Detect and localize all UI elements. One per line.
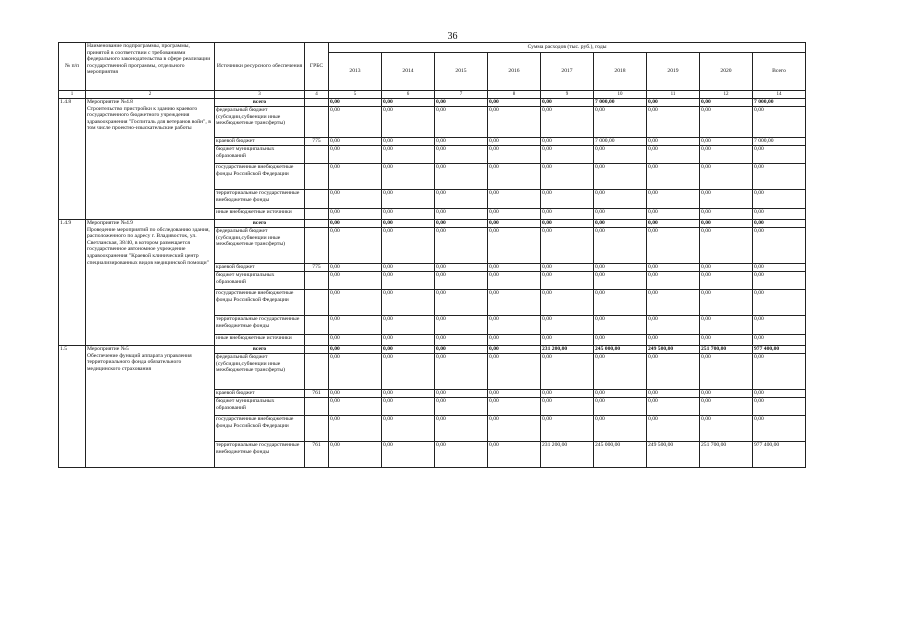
amount-cell: 0,00 [382, 228, 435, 264]
amount-cell: 0,00 [594, 228, 647, 264]
amount-cell: 0,00 [541, 220, 594, 228]
amount-cell: 0,00 [435, 264, 488, 272]
amount-cell: 0,00 [541, 354, 594, 390]
amount-cell: 0,00 [382, 272, 435, 290]
amount-cell: 0,00 [329, 228, 382, 264]
amount-cell: 0,00 [700, 99, 753, 107]
amount-cell: 0,00 [382, 190, 435, 209]
amount-cell: 0,00 [329, 290, 382, 316]
amount-cell: 0,00 [753, 146, 806, 164]
amount-cell: 0,00 [594, 416, 647, 442]
header-source: Источники ресурсного обеспечения [215, 43, 305, 91]
header-year-6: 2019 [647, 53, 700, 91]
amount-cell: 0,00 [753, 390, 806, 398]
amount-cell: 251 700,00 [700, 346, 753, 354]
amount-cell: 0,00 [594, 264, 647, 272]
funding-source: федеральный бюджет (субсидии,субвенции иные межбюджетные трансферты) [215, 354, 305, 390]
amount-cell: 0,00 [329, 138, 382, 146]
funding-source: территориальные государственные внебюджетные фонды [215, 442, 305, 468]
funding-source: иные внебюджетные источники [215, 209, 305, 220]
header-grbs: ГРБС [305, 43, 329, 91]
amount-cell: 0,00 [647, 398, 700, 416]
grbs-code [305, 416, 329, 442]
funding-source: территориальные государственные внебюджетные фонды [215, 316, 305, 335]
amount-cell: 0,00 [700, 290, 753, 316]
amount-cell: 977 400,00 [753, 442, 806, 468]
amount-cell: 0,00 [488, 335, 541, 346]
amount-cell: 0,00 [488, 190, 541, 209]
amount-cell: 0,00 [329, 346, 382, 354]
amount-cell: 0,00 [488, 442, 541, 468]
amount-cell: 0,00 [541, 316, 594, 335]
amount-cell: 0,00 [488, 146, 541, 164]
amount-cell: 251 700,00 [700, 442, 753, 468]
amount-cell: 0,00 [382, 164, 435, 190]
amount-cell: 0,00 [435, 335, 488, 346]
amount-cell: 0,00 [647, 335, 700, 346]
amount-cell: 0,00 [435, 354, 488, 390]
item-number: 1.4.8 [59, 99, 86, 220]
header-year-2: 2015 [435, 53, 488, 91]
amount-cell: 249 500,00 [647, 442, 700, 468]
header-colnum-11: 12 [700, 91, 753, 99]
amount-cell: 7 000,00 [594, 99, 647, 107]
header-year-7: 2020 [700, 53, 753, 91]
header-colnum-12: 14 [753, 91, 806, 99]
amount-cell: 0,00 [647, 264, 700, 272]
amount-cell: 0,00 [329, 390, 382, 398]
funding-source: территориальные государственные внебюджетные фонды [215, 190, 305, 209]
amount-cell: 0,00 [647, 107, 700, 138]
amount-cell: 7 000,00 [594, 138, 647, 146]
item-name-cell [86, 346, 215, 468]
grbs-code: 761 [305, 390, 329, 398]
amount-cell: 0,00 [647, 99, 700, 107]
amount-cell: 0,00 [382, 316, 435, 335]
amount-cell: 0,00 [753, 316, 806, 335]
header-column-numbers-row [59, 91, 806, 99]
item-description: Обеспечение функций аппарата управления территориального фонда обязательного медицинского страхования [87, 352, 192, 372]
amount-cell: 0,00 [541, 390, 594, 398]
funding-source: федеральный бюджет (субсидии,субвенции иные межбюджетные трансферты) [215, 228, 305, 264]
grbs-code [305, 164, 329, 190]
header-colnum-7: 8 [488, 91, 541, 99]
amount-cell: 0,00 [382, 209, 435, 220]
amount-cell: 0,00 [435, 164, 488, 190]
amount-cell: 0,00 [329, 107, 382, 138]
grbs-code [305, 99, 329, 107]
amount-cell: 0,00 [488, 416, 541, 442]
grbs-code: 775 [305, 264, 329, 272]
amount-cell: 0,00 [435, 398, 488, 416]
funding-source: государственные внебюджетные фонды Российской Федерации [215, 164, 305, 190]
grbs-code [305, 209, 329, 220]
item-name-cell [86, 99, 215, 220]
amount-cell: 0,00 [541, 138, 594, 146]
header-name: Наименование подпрограммы, программы, принятой в соответствии с требованиями федерального законодательства в сфере реализации государственной программы, отдельного мероприятия [86, 43, 215, 91]
amount-cell: 0,00 [594, 107, 647, 138]
amount-cell: 0,00 [435, 416, 488, 442]
funding-source: всего [215, 346, 305, 354]
amount-cell: 7 000,00 [753, 138, 806, 146]
amount-cell: 0,00 [594, 335, 647, 346]
amount-cell: 0,00 [647, 190, 700, 209]
header-colnum-4: 5 [329, 91, 382, 99]
amount-cell: 0,00 [329, 164, 382, 190]
amount-cell: 0,00 [382, 220, 435, 228]
grbs-code [305, 190, 329, 209]
amount-cell: 0,00 [435, 290, 488, 316]
amount-cell: 0,00 [753, 416, 806, 442]
budget-table [58, 42, 806, 468]
amount-cell: 0,00 [435, 346, 488, 354]
funding-source: бюджет муниципальных образований [215, 146, 305, 164]
amount-cell: 0,00 [488, 99, 541, 107]
amount-cell: 0,00 [647, 416, 700, 442]
amount-cell: 0,00 [329, 335, 382, 346]
page-number: 36 [447, 31, 458, 42]
header-year-3: 2016 [488, 53, 541, 91]
header-colnum-5: 6 [382, 91, 435, 99]
amount-cell: 231 200,00 [541, 346, 594, 354]
funding-source: краевой бюджет [215, 138, 305, 146]
amount-cell: 0,00 [647, 228, 700, 264]
amount-cell: 0,00 [700, 190, 753, 209]
amount-cell: 0,00 [541, 99, 594, 107]
amount-cell: 0,00 [488, 264, 541, 272]
funding-source: бюджет муниципальных образований [215, 398, 305, 416]
amount-cell: 0,00 [647, 316, 700, 335]
amount-cell: 0,00 [488, 272, 541, 290]
amount-cell: 0,00 [594, 220, 647, 228]
amount-cell: 0,00 [753, 164, 806, 190]
table-body [59, 99, 806, 468]
amount-cell: 0,00 [329, 416, 382, 442]
funding-source: государственные внебюджетные фонды Российской Федерации [215, 416, 305, 442]
amount-cell: 0,00 [382, 354, 435, 390]
grbs-code [305, 146, 329, 164]
amount-cell: 7 000,00 [753, 99, 806, 107]
grbs-code [305, 220, 329, 228]
amount-cell: 0,00 [753, 220, 806, 228]
amount-cell: 0,00 [488, 354, 541, 390]
grbs-code [305, 346, 329, 354]
amount-cell: 0,00 [594, 354, 647, 390]
amount-cell: 0,00 [541, 146, 594, 164]
amount-cell: 0,00 [753, 228, 806, 264]
amount-cell: 0,00 [753, 290, 806, 316]
item-description: Строительство пристройки к зданию краевого государственного бюджетного учреждения здравоохранения "Госпиталь для ветеранов войн", в том числе проектно-изыскательские работы [87, 105, 211, 132]
table-row [59, 346, 806, 354]
amount-cell: 0,00 [435, 272, 488, 290]
amount-cell: 0,00 [753, 272, 806, 290]
amount-cell: 0,00 [329, 264, 382, 272]
amount-cell: 0,00 [753, 398, 806, 416]
amount-cell: 0,00 [753, 107, 806, 138]
amount-cell: 0,00 [594, 164, 647, 190]
amount-cell: 0,00 [488, 138, 541, 146]
grbs-code [305, 272, 329, 290]
amount-cell: 0,00 [488, 164, 541, 190]
amount-cell: 0,00 [382, 390, 435, 398]
amount-cell: 0,00 [435, 146, 488, 164]
funding-source: бюджет муниципальных образований [215, 272, 305, 290]
amount-cell: 0,00 [382, 264, 435, 272]
amount-cell: 0,00 [594, 390, 647, 398]
grbs-code [305, 228, 329, 264]
item-name-cell [86, 220, 215, 346]
header-colnum-1: 2 [86, 91, 215, 99]
amount-cell: 0,00 [647, 138, 700, 146]
amount-cell: 0,00 [647, 354, 700, 390]
grbs-code [305, 107, 329, 138]
funding-source: всего [215, 99, 305, 107]
amount-cell: 0,00 [594, 272, 647, 290]
amount-cell: 0,00 [541, 398, 594, 416]
header-sum: Сумма расходов (тыс. руб.), годы [329, 43, 806, 53]
amount-cell: 0,00 [700, 416, 753, 442]
header-number: № п/п [59, 43, 86, 91]
amount-cell: 0,00 [700, 398, 753, 416]
amount-cell: 0,00 [329, 354, 382, 390]
amount-cell: 0,00 [700, 209, 753, 220]
amount-cell: 0,00 [329, 146, 382, 164]
amount-cell: 0,00 [329, 398, 382, 416]
amount-cell: 0,00 [594, 398, 647, 416]
amount-cell: 0,00 [329, 209, 382, 220]
table-row [59, 99, 806, 107]
amount-cell: 0,00 [435, 190, 488, 209]
amount-cell: 0,00 [541, 164, 594, 190]
header-year-8: Всего [753, 53, 806, 91]
item-title: Мероприятие №5 [87, 346, 129, 352]
amount-cell: 0,00 [700, 138, 753, 146]
amount-cell: 0,00 [488, 390, 541, 398]
funding-source: краевой бюджет [215, 390, 305, 398]
funding-source: всего [215, 220, 305, 228]
amount-cell: 0,00 [753, 190, 806, 209]
grbs-code [305, 354, 329, 390]
amount-cell: 0,00 [700, 220, 753, 228]
amount-cell: 0,00 [435, 220, 488, 228]
header-colnum-8: 9 [541, 91, 594, 99]
amount-cell: 0,00 [541, 228, 594, 264]
amount-cell: 0,00 [382, 442, 435, 468]
amount-cell: 0,00 [541, 335, 594, 346]
grbs-code [305, 290, 329, 316]
amount-cell: 0,00 [382, 398, 435, 416]
amount-cell: 0,00 [435, 316, 488, 335]
header-colnum-9: 10 [594, 91, 647, 99]
header-year-0: 2013 [329, 53, 382, 91]
grbs-code [305, 335, 329, 346]
amount-cell: 0,00 [382, 107, 435, 138]
amount-cell: 0,00 [700, 164, 753, 190]
amount-cell: 0,00 [435, 209, 488, 220]
amount-cell: 0,00 [700, 264, 753, 272]
amount-cell: 0,00 [541, 209, 594, 220]
grbs-code: 761 [305, 442, 329, 468]
amount-cell: 977 400,00 [753, 346, 806, 354]
amount-cell: 0,00 [329, 316, 382, 335]
amount-cell: 0,00 [753, 209, 806, 220]
grbs-code: 775 [305, 138, 329, 146]
amount-cell: 0,00 [382, 138, 435, 146]
amount-cell: 0,00 [329, 220, 382, 228]
amount-cell: 0,00 [488, 398, 541, 416]
item-number: 1.5 [59, 346, 86, 468]
amount-cell: 0,00 [594, 209, 647, 220]
amount-cell: 0,00 [488, 220, 541, 228]
header-year-4: 2017 [541, 53, 594, 91]
amount-cell: 0,00 [753, 354, 806, 390]
amount-cell: 0,00 [541, 264, 594, 272]
amount-cell: 0,00 [700, 354, 753, 390]
amount-cell: 0,00 [594, 316, 647, 335]
amount-cell: 0,00 [435, 138, 488, 146]
amount-cell: 0,00 [435, 228, 488, 264]
amount-cell: 0,00 [647, 146, 700, 164]
funding-source: иные внебюджетные источники [215, 335, 305, 346]
item-title: Мероприятие №4.9 [87, 220, 133, 226]
amount-cell: 0,00 [382, 99, 435, 107]
amount-cell: 0,00 [594, 190, 647, 209]
amount-cell: 0,00 [594, 146, 647, 164]
grbs-code [305, 398, 329, 416]
amount-cell: 0,00 [647, 390, 700, 398]
header-colnum-0: 1 [59, 91, 86, 99]
amount-cell: 0,00 [382, 416, 435, 442]
amount-cell: 0,00 [700, 146, 753, 164]
amount-cell: 0,00 [488, 290, 541, 316]
amount-cell: 0,00 [541, 416, 594, 442]
amount-cell: 0,00 [700, 228, 753, 264]
grbs-code [305, 316, 329, 335]
amount-cell: 0,00 [647, 164, 700, 190]
funding-source: краевой бюджет [215, 264, 305, 272]
amount-cell: 0,00 [700, 335, 753, 346]
amount-cell: 0,00 [488, 346, 541, 354]
amount-cell: 0,00 [329, 99, 382, 107]
amount-cell: 0,00 [435, 390, 488, 398]
amount-cell: 0,00 [382, 290, 435, 316]
amount-cell: 0,00 [541, 290, 594, 316]
header-year-5: 2018 [594, 53, 647, 91]
amount-cell: 245 000,00 [594, 442, 647, 468]
item-title: Мероприятие №4.8 [87, 99, 133, 105]
amount-cell: 0,00 [329, 442, 382, 468]
item-description: Проведение мероприятий по обследованию здания, расположенного по адресу г. Владивосток, ул. Светланская, 38/40, в котором размещается государственное автономное учреждение здравоохранения "Краевой клинический центр специализированных видов медицинской помощи" [87, 226, 210, 266]
amount-cell: 0,00 [382, 146, 435, 164]
table-row [59, 220, 806, 228]
amount-cell: 0,00 [753, 264, 806, 272]
amount-cell: 0,00 [382, 346, 435, 354]
header-colnum-6: 7 [435, 91, 488, 99]
amount-cell: 249 500,00 [647, 346, 700, 354]
funding-source: государственные внебюджетные фонды Российской Федерации [215, 290, 305, 316]
amount-cell: 0,00 [488, 209, 541, 220]
amount-cell: 0,00 [435, 99, 488, 107]
amount-cell: 0,00 [541, 190, 594, 209]
amount-cell: 0,00 [329, 190, 382, 209]
header-colnum-10: 11 [647, 91, 700, 99]
header-colnum-2: 3 [215, 91, 305, 99]
amount-cell: 0,00 [647, 290, 700, 316]
amount-cell: 0,00 [329, 272, 382, 290]
amount-cell: 0,00 [382, 335, 435, 346]
amount-cell: 0,00 [753, 335, 806, 346]
header-year-1: 2014 [382, 53, 435, 91]
amount-cell: 0,00 [435, 442, 488, 468]
amount-cell: 0,00 [700, 390, 753, 398]
amount-cell: 0,00 [435, 107, 488, 138]
amount-cell: 0,00 [647, 209, 700, 220]
item-number: 1.4.9 [59, 220, 86, 346]
amount-cell: 0,00 [488, 228, 541, 264]
amount-cell: 0,00 [488, 316, 541, 335]
amount-cell: 0,00 [647, 220, 700, 228]
funding-source: федеральный бюджет (субсидии,субвенции иные межбюджетные трансферты) [215, 107, 305, 138]
amount-cell: 0,00 [594, 290, 647, 316]
amount-cell: 0,00 [647, 272, 700, 290]
amount-cell: 0,00 [700, 107, 753, 138]
header-colnum-3: 4 [305, 91, 329, 99]
amount-cell: 0,00 [541, 107, 594, 138]
amount-cell: 0,00 [488, 107, 541, 138]
amount-cell: 0,00 [541, 272, 594, 290]
amount-cell: 0,00 [700, 316, 753, 335]
amount-cell: 245 000,00 [594, 346, 647, 354]
amount-cell: 0,00 [700, 272, 753, 290]
amount-cell: 231 200,00 [541, 442, 594, 468]
